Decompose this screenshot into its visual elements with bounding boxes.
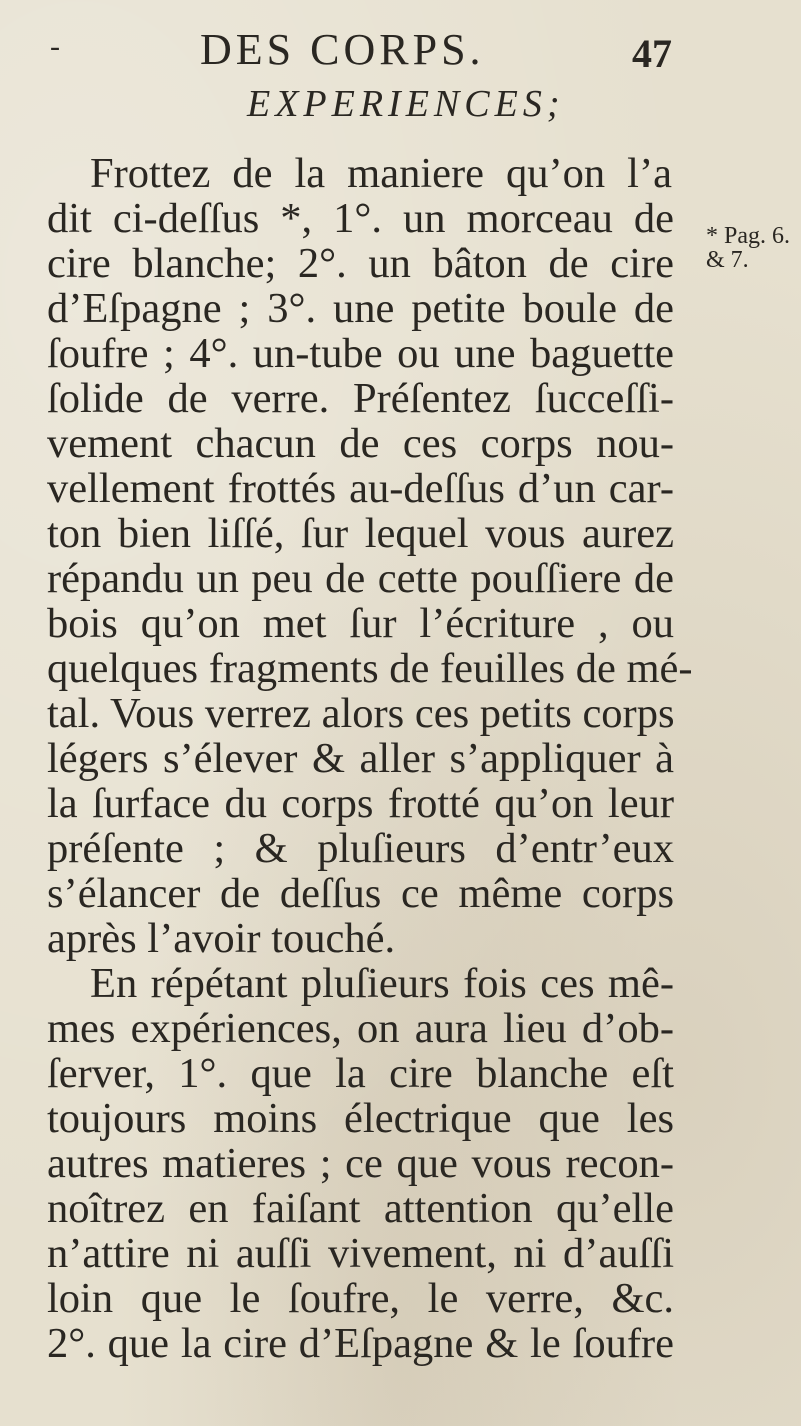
text-line: cire blanche; 2°. un bâton de cire (47, 240, 674, 287)
text-line: ſoufre ; 4°. un-tube ou une baguette (47, 330, 674, 377)
text-line: ton bien liſſé, ſur lequel vous aurez (47, 510, 674, 557)
text-line: d’Eſpagne ; 3°. une petite boule de (47, 285, 674, 332)
text-line: loin que le ſoufre, le verre, &c. (47, 1275, 674, 1322)
text-line: tal. Vous verrez alors ces petits corps (47, 690, 675, 737)
header-dash: - (50, 30, 60, 63)
section-title: EXPERIENCES; (247, 83, 565, 125)
text-line: après l’avoir touché. (47, 915, 396, 962)
text-line: 2°. que la cire d’Eſpagne & le ſoufre (47, 1320, 674, 1367)
text-line: bois qu’on met ſur l’écriture , ou (47, 600, 674, 647)
text-line: répandu un peu de cette pouſſiere de (47, 555, 674, 602)
text-line: ſerver, 1°. que la cire blanche eſt (47, 1050, 674, 1097)
text-line: noîtrez en faiſant attention qu’elle (47, 1185, 674, 1232)
text-line: la ſurface du corps frotté qu’on leur (47, 780, 674, 827)
text-line: toujours moins électrique que les (47, 1095, 674, 1142)
margin-note-reference: * Pag. 6. (706, 223, 790, 249)
margin-note-reference-continued: & 7. (706, 247, 749, 273)
text-line: s’élancer de deſſus ce même corps (47, 870, 674, 917)
text-line: dit ci-deſſus *, 1°. un morceau de (47, 195, 674, 242)
text-line: ſolide de verre. Préſentez ſucceſſi- (47, 375, 674, 422)
page-number: 47 (632, 31, 672, 76)
text-line: autres matieres ; ce que vous recon- (47, 1140, 674, 1187)
text-line: légers s’élever & aller s’appliquer à (47, 735, 674, 782)
text-line: Frottez de la maniere qu’on l’a (90, 150, 672, 197)
text-line: En répétant pluſieurs fois ces mê- (90, 960, 674, 1007)
text-line: préſente ; & pluſieurs d’entr’eux (47, 825, 674, 872)
text-line: quelques fragments de feuilles de mé- (47, 645, 693, 692)
text-line: vellement frottés au-deſſus d’un car- (47, 465, 674, 512)
text-line: mes expériences, on aura lieu d’ob- (47, 1005, 674, 1052)
page-header (50, 18, 672, 76)
text-line: vement chacun de ces corps nou- (47, 420, 674, 467)
running-title: DES CORPS. (200, 25, 485, 74)
text-line: n’attire ni auſſi vivement, ni d’auſſi (47, 1230, 674, 1277)
